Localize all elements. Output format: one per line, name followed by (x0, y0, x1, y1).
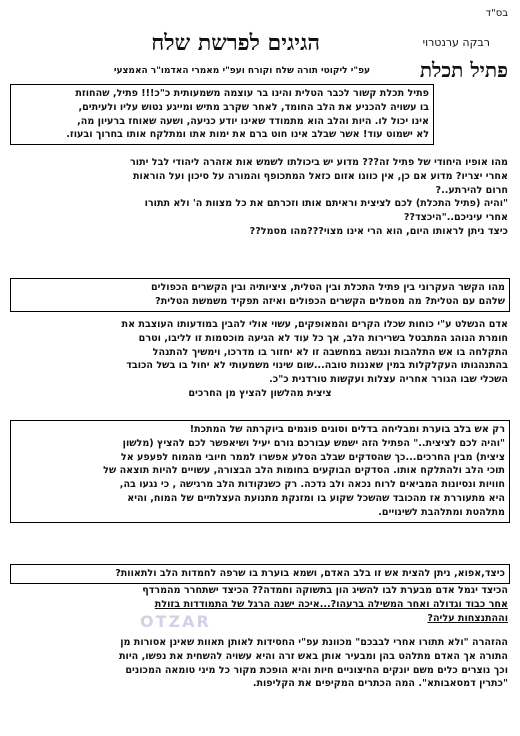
text-line: אחרי עיניכם.."היכצד?? (403, 212, 508, 224)
text-line: בהתנהגותו העקלקלות במין שאננות טובה...שום שינוי משמעותי לא יחול בו בשל הכובד (126, 360, 508, 372)
fire-box (10, 420, 510, 523)
text-line: אדם הנשלט ע"י כוחות שכלו הקרים והמאופקים, עשוי אולי להבין במודעותו העוצבת את (121, 319, 508, 330)
how-box (10, 564, 510, 584)
text-line: "והיה (פתיל התכלת) לכם לציצית וראיתם אותו וזכרתם את כל מצוות ה' ולא תתורו (144, 198, 508, 210)
text-line: וההתנצחות עליה? (427, 612, 508, 624)
text-line: ציצית) מבין החרכים...כך שהסדקים שבלב הסלע אפשרו לממר חיובי מהמוח לפעפע אל (120, 451, 505, 463)
text-line: אינו יכול לו. היות והלב הוא מתמודד שאינו יודע כניעה, ושעה שאוחז ברעיון מה, (77, 115, 429, 127)
paragraph-question (12, 156, 508, 239)
source-line: עפ"י ליקוטי תורה שלח וקורח ועפ"י מאמרי האדמו"ר האמצעי (113, 66, 370, 76)
text-line: כיצד ניתן לראותו היום, הוא הרי אינו מצוי???מהו מסמל?? (249, 225, 508, 237)
text-line: מתלהטת ומתלהבת לשינויים. (378, 506, 505, 518)
text-line: ההזהרה "ולא תתורו אחרי לבבכם" מכוונת עפ"י החסידות לאותן תאוות שאינן אסורות מן (120, 637, 508, 648)
intro-box (10, 84, 434, 145)
watermark: OTZAR (140, 612, 211, 631)
text-line: אחר כבוד וגדולה ואחר המשילה ברעהו?...איכה ישנה הרגל של התמודדות בזולת (154, 598, 508, 610)
text-line: מהו הקשר העקרוני בין פתיל התכלת ובין הטלית, ציציותיה ובין הקשרים הכפולים (151, 282, 505, 293)
text-line: בו עשויה להכניע את הלב החומד, לאחר שקרב מתיש ומייגע נטוש עליו ולעיתים, (78, 101, 429, 113)
text-line: חוויות ונסיונות המביאים לרוח נכאה ולב נדכה. רק כשנקודות הלב מרגישה , כי נגעו בה, (119, 479, 505, 491)
text-line: תוכי הלב ולהתלקח אותו. הסדקים הבוקעים בחומות הלב הבצורה, עשויים להיות תוצאה של (103, 465, 505, 477)
text-line: היא מתעוררת אז מהכובד שהשכל שקוע בו ומזנקת מתנועת העצלתיים של המוח, והיא (127, 492, 505, 504)
question-box (10, 278, 510, 312)
text-line: כיצד,אפוא, ניתן להצית אש זו בלב האדם, ושמא בוערת בו שרפה לחמדות הלב ולתאוות? (115, 568, 505, 579)
text-line: "והיה לכם לציצית.." הפתיל הזה ישמש עבורכם גורם יעיל ושיאפשר לכם להציץ (מלשון (122, 437, 505, 449)
paragraph-intellect (12, 318, 508, 401)
text-line: לא ישמוט עוד! אשר שבלב אינו חוט ברם את ימות אתו ומתלקח אותו בחרוך ובעוז. (66, 129, 429, 141)
text-line: מהו אופיו היחודי של פתיל זה??? מדוע יש ביכולתו לשמש אות אזהרה ליהודי לבל יתור (130, 157, 508, 168)
text-line: חרום להירתע..? (435, 184, 508, 196)
text-line: שלהם עם הטלית? מה מסמלים הקשרים הכפולים ואיזה תפקיד משמשת הטלית? (155, 295, 505, 307)
author-name: רבקה ערנטרוי (422, 36, 490, 49)
text-line: הכיצד יגמל אדם מבערת לבו להשיג הון בתשוקה וחמדה?? הכיצד ישתחרר מהמרדף (142, 585, 508, 596)
paragraph-warning (12, 636, 508, 691)
page-title: הגיגים לפרשת שלח (151, 30, 320, 56)
text-line: התקלחה בו אש התלהבות ונגשה במחשבה זו לא יחזור בו מדרכו, וימשיך להתנהל (152, 346, 508, 358)
text-line: "כתרין דמסאבותא". המה הכתרים המקיפים את הקליפות. (252, 678, 508, 690)
text-line: אחרי יצריו? מדוע אם כן, אין כוונו אזום כזאל המתכופף והמורה על סיכון ועל הוראות (132, 170, 508, 182)
paragraph-how (12, 584, 508, 625)
text-line: רק אש בלב בוערת ומבליחה בדלים וסוגים פוגמים ביוקרתה של המתכת! (189, 424, 505, 435)
text-line: חומרת הנוהג המתבטל בשרירות הלב, אך כל עוד לא הגיעה מוכסמות זו לליבו, וטרם (138, 332, 508, 344)
text-line: פתיל תכלת קשור לכבר הטלית והינו בר עוצמה משמעותית כ"כ!!! פתיל, שהחוזת (75, 88, 429, 99)
text-line: התורה אך האדם מתלהט בהן ומבעיר אותן באש זרה והיא עשויה להשחית את נפשו, היות (118, 650, 508, 662)
text-line: השכלי שבו הגורר אחריה עצלות ועקשות טורדנית כ"כ. (269, 374, 508, 386)
section-subtitle: פתיל תכלת (419, 58, 508, 82)
text-line: וכך נוצרים כלים משם יונקים החיצוניים חיות והיא הופכת מקור כל מיני טומאה המכונים (125, 664, 508, 676)
section-heading: ציצית מהלשון להציץ מן החרכים (188, 387, 332, 399)
bsd-mark: בס"ד (485, 8, 508, 19)
